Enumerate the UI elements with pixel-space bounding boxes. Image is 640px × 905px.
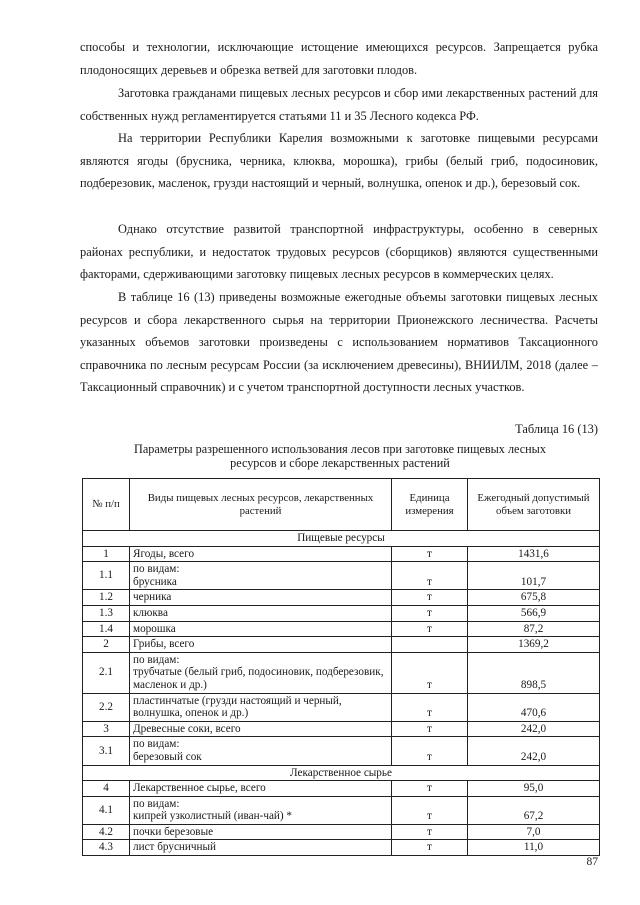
row-number: 4.2 — [83, 824, 130, 840]
row-name: Ягоды, всего — [130, 546, 392, 562]
row-number: 1.4 — [83, 621, 130, 637]
table-row — [83, 840, 600, 856]
resources-table — [82, 478, 600, 856]
table-row — [83, 562, 600, 590]
table-caption: Таблица 16 (13) — [515, 422, 598, 436]
row-unit: т — [392, 605, 468, 621]
table-row — [83, 737, 600, 765]
row-value: 242,0 — [468, 737, 600, 765]
section-row-food — [83, 531, 600, 547]
paragraph-3: На территории Республики Карелия возможными к заготовке пищевыми ресурсами являются ягоды (брусника, черника, клюква, морошка), грибы (белый гриб, подосиновик, подберезовик, масленок, грузди настоящий и черный, волнушка, опенок и др.), березовый сок. — [80, 131, 598, 191]
section-medicinal: Лекарственное сырье — [83, 765, 600, 781]
row-value: 11,0 — [468, 840, 600, 856]
table-row — [83, 693, 600, 721]
row-unit: т — [392, 652, 468, 693]
row-unit: т — [392, 562, 468, 590]
row-unit: т — [392, 840, 468, 856]
row-value: 566,9 — [468, 605, 600, 621]
row-value: 675,8 — [468, 590, 600, 606]
table-row — [83, 824, 600, 840]
table-row — [83, 796, 600, 824]
header-unit: Единица измерения — [392, 479, 468, 531]
row-number: 4.1 — [83, 796, 130, 824]
row-number: 1.3 — [83, 605, 130, 621]
row-unit: т — [392, 693, 468, 721]
row-value: 1369,2 — [468, 637, 600, 653]
row-unit: т — [392, 590, 468, 606]
row-value: 898,5 — [468, 652, 600, 693]
row-number: 1.1 — [83, 562, 130, 590]
row-unit: т — [392, 721, 468, 737]
table-row — [83, 721, 600, 737]
row-value: 67,2 — [468, 796, 600, 824]
row-number: 2.2 — [83, 693, 130, 721]
row-unit: т — [392, 796, 468, 824]
table-row — [83, 652, 600, 693]
paragraph-1: способы и технологии, исключающие истощение имеющихся ресурсов. Запрещается рубка плодоносящих деревьев и обрезка ветвей для заготовки плодов. — [80, 40, 598, 77]
row-number: 4 — [83, 781, 130, 797]
row-name: по видам: кипрей узколистный (иван-чай) * — [130, 796, 392, 824]
row-name: по видам: трубчатые (белый гриб, подосиновик, подберезовик, масленок и др.) — [130, 652, 392, 693]
row-number: 2 — [83, 637, 130, 653]
row-name: почки березовые — [130, 824, 392, 840]
header-num: № п/п — [83, 479, 130, 531]
row-value: 1431,6 — [468, 546, 600, 562]
table-row — [83, 621, 600, 637]
row-value: 101,7 — [468, 562, 600, 590]
row-number: 3.1 — [83, 737, 130, 765]
row-name: пластинчатые (грузди настоящий и черный, волнушка, опенок и др.) — [130, 693, 392, 721]
row-name: Лекарственное сырье, всего — [130, 781, 392, 797]
row-number: 2.1 — [83, 652, 130, 693]
table-row — [83, 637, 600, 653]
row-unit: т — [392, 824, 468, 840]
row-name: по видам: березовый сок — [130, 737, 392, 765]
row-value: 87,2 — [468, 621, 600, 637]
row-unit: т — [392, 621, 468, 637]
row-name: по видам: брусника — [130, 562, 392, 590]
row-unit — [392, 637, 468, 653]
row-number: 4.3 — [83, 840, 130, 856]
row-unit: т — [392, 781, 468, 797]
paragraph-5: В таблице 16 (13) приведены возможные ежегодные объемы заготовки пищевых лесных ресурсов и сбора лекарственного сырья на территории Прионежского лесничества. Расчеты указанных объемов заготовки произведены с использованием нормативов Таксационного справочника по лесным ресурсам России (за исключением древесины), ВНИИЛМ, 2018 (далее – Таксационный справочник) и с учетом транспортной доступности лесных участков. — [80, 290, 598, 395]
row-name: лист брусничный — [130, 840, 392, 856]
page-number: 87 — [586, 856, 598, 868]
section-row-medicinal — [83, 765, 600, 781]
section-food: Пищевые ресурсы — [83, 531, 600, 547]
table-header-row — [83, 479, 600, 531]
row-value: 470,6 — [468, 693, 600, 721]
row-number: 3 — [83, 721, 130, 737]
table-row — [83, 781, 600, 797]
row-unit: т — [392, 737, 468, 765]
row-name: черника — [130, 590, 392, 606]
header-volume: Ежегодный допустимый объем заготовки — [468, 479, 600, 531]
row-value: 7,0 — [468, 824, 600, 840]
row-name: клюква — [130, 605, 392, 621]
row-number: 1.2 — [83, 590, 130, 606]
row-number: 1 — [83, 546, 130, 562]
table-row — [83, 605, 600, 621]
table-row — [83, 546, 600, 562]
table-title: Параметры разрешенного использования лесов при заготовке пищевых лесных ресурсов и сборе лекарственных растений — [134, 442, 546, 470]
row-unit: т — [392, 546, 468, 562]
row-name: Древесные соки, всего — [130, 721, 392, 737]
table-row — [83, 590, 600, 606]
row-name: Грибы, всего — [130, 637, 392, 653]
row-name: морошка — [130, 621, 392, 637]
paragraph-4: Однако отсутствие развитой транспортной инфраструктуры, особенно в северных районах республики, и недостаток трудовых ресурсов (сборщиков) являются существенными факторами, сдерживающими заготовку пищевых лесных ресурсов в коммерческих целях. — [80, 222, 598, 282]
row-value: 95,0 — [468, 781, 600, 797]
row-value: 242,0 — [468, 721, 600, 737]
paragraph-2: Заготовка гражданами пищевых лесных ресурсов и сбор ими лекарственных растений для собственных нужд регламентируется статьями 11 и 35 Лесного кодекса РФ. — [80, 86, 598, 123]
header-kind: Виды пищевых лесных ресурсов, лекарственных растений — [130, 479, 392, 531]
